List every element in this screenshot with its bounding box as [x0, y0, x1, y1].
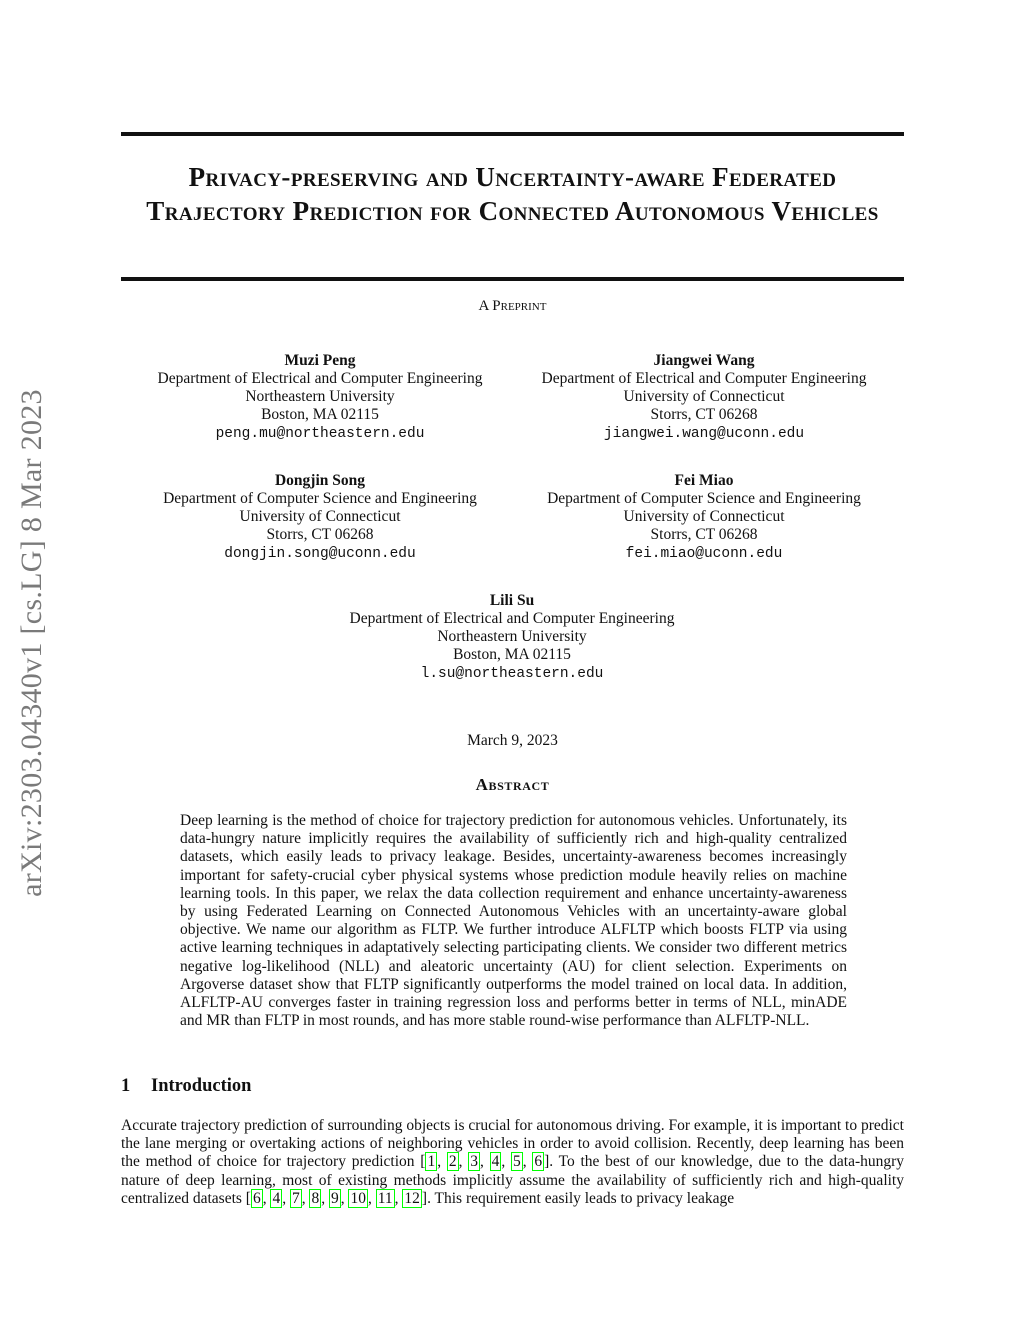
citation-link[interactable]: 10: [350, 1189, 366, 1207]
author-name: Fei Miao: [674, 472, 734, 489]
citation-link[interactable]: 11: [377, 1189, 393, 1207]
preprint-label: A Preprint: [478, 298, 547, 314]
intro-paragraph: [121, 1117, 904, 1208]
intro-text: ]. This requirement easily leads to privacy leakage: [421, 1189, 735, 1207]
citation-link[interactable]: 3: [470, 1153, 478, 1171]
author-institution: University of Connecticut: [239, 508, 401, 525]
author-email[interactable]: peng.mu@northeastern.edu: [215, 426, 425, 442]
citation-link[interactable]: 4: [272, 1189, 281, 1207]
author-institution: Northeastern University: [245, 388, 395, 405]
title-rule-top: [121, 132, 904, 136]
abstract-heading: Abstract: [475, 775, 550, 794]
author-block: [312, 592, 712, 683]
author-location: Boston, MA 02115: [453, 646, 571, 663]
author-department: Department of Electrical and Computer Engineering: [541, 370, 867, 387]
author-name: Lili Su: [489, 592, 535, 609]
publication-date: March 9, 2023: [467, 732, 558, 749]
citation-link[interactable]: 2: [448, 1153, 457, 1171]
author-email[interactable]: dongjin.song@uconn.edu: [224, 546, 416, 562]
citation-link[interactable]: 7: [291, 1189, 300, 1207]
section-number: 1: [121, 1076, 131, 1096]
author-location: Storrs, CT 06268: [650, 406, 758, 423]
author-block: [504, 472, 904, 563]
citation-link[interactable]: 1: [427, 1153, 436, 1171]
author-name: Jiangwei Wang: [653, 352, 755, 369]
author-location: Storrs, CT 06268: [650, 526, 758, 543]
citation-link[interactable]: 6: [252, 1189, 261, 1207]
author-department: Department of Computer Science and Engineering: [163, 490, 477, 507]
section-heading: [121, 1076, 251, 1097]
author-institution: Northeastern University: [437, 628, 587, 645]
paper-title: Privacy-preserving and Uncertainty-aware Federated Trajectory Prediction for Connected Autonomous Vehicles: [146, 162, 879, 226]
author-email[interactable]: jiangwei.wang@uconn.edu: [603, 426, 805, 442]
author-institution: University of Connecticut: [623, 388, 785, 405]
intro-text: ]. To the best of our knowledge, due to the data-hungry nature of deep learning, most of existing methods implicitly assume the availability of sufficiently rich and high-quality centralized datasets [: [121, 1153, 905, 1207]
arxiv-id-text: arXiv:2303.04340v1 [cs.LG] 8 Mar 2023: [15, 389, 48, 897]
citation-link[interactable]: 12: [404, 1189, 420, 1207]
abstract-text: Deep learning is the method of choice for trajectory prediction for autonomous vehicles. Unfortunately, its data-hungry nature implicitly requires the availability of sufficiently rich and high-quality centralized datasets, which easily leads to privacy leakage. Besides, uncertainty-awareness becomes increasingly important for safety-crucial cyber physical systems whose prediction module heavily relies on machine learning tools. In this paper, we relax the data collection requirement and enhance uncertainty-awareness by using Federated Learning on Connected Autonomous Vehicles with an uncertainty-aware global objective. We name our algorithm as FLTP. We further introduce ALFLTP which boosts FLTP via using active learning techniques in adaptatively selecting participating clients. We consider two different metrics negative log-likelihood (NLL) and aleatoric uncertainty (AU) for client selection. Experiments on Argoverse dataset show that FLTP significantly outperforms the model trained on local data. In addition, ALFLTP-AU converges faster in training regression loss and performs better in terms of NLL, minADE and MR than FLTP in most rounds, and has more stable round-wise performance than ALFLTP-NLL.: [180, 812, 847, 1030]
citation-link[interactable]: 9: [330, 1189, 339, 1207]
citation-link[interactable]: 5: [512, 1153, 521, 1171]
author-block: [120, 472, 520, 563]
author-name: Muzi Peng: [284, 352, 356, 369]
author-name: Dongjin Song: [274, 472, 366, 489]
author-institution: University of Connecticut: [623, 508, 785, 525]
arxiv-identifier: [2, 356, 62, 930]
citation-group: 6 , 4 , 7 , 8 , 9 , 10 , 11 , 12: [252, 1189, 420, 1207]
author-email[interactable]: l.su@northeastern.edu: [420, 666, 604, 682]
author-location: Boston, MA 02115: [261, 406, 379, 423]
author-block: [120, 352, 520, 443]
author-location: Storrs, CT 06268: [266, 526, 374, 543]
author-email[interactable]: fei.miao@uconn.edu: [625, 546, 783, 562]
title-rule-bottom: [121, 277, 904, 281]
author-department: Department of Electrical and Computer Engineering: [349, 610, 675, 627]
citation-link[interactable]: 6: [534, 1153, 543, 1171]
citation-link[interactable]: 8: [311, 1189, 320, 1207]
author-block: [504, 352, 904, 443]
citation-group: 1 , 2 , 3 , 4 , 5 , 6: [427, 1153, 543, 1171]
author-department: Department of Electrical and Computer Engineering: [157, 370, 483, 387]
section-title: Introduction: [151, 1076, 252, 1096]
intro-text: Accurate trajectory prediction of surrounding objects is crucial for autonomous driving. For example, it is important to predict the lane merging or overtaking actions of neighboring vehicles in order to avoid collision. Recently, deep learning has been the method of choice for trajectory prediction [: [121, 1117, 904, 1171]
author-department: Department of Computer Science and Engineering: [547, 490, 861, 507]
citation-link[interactable]: 4: [491, 1153, 500, 1171]
